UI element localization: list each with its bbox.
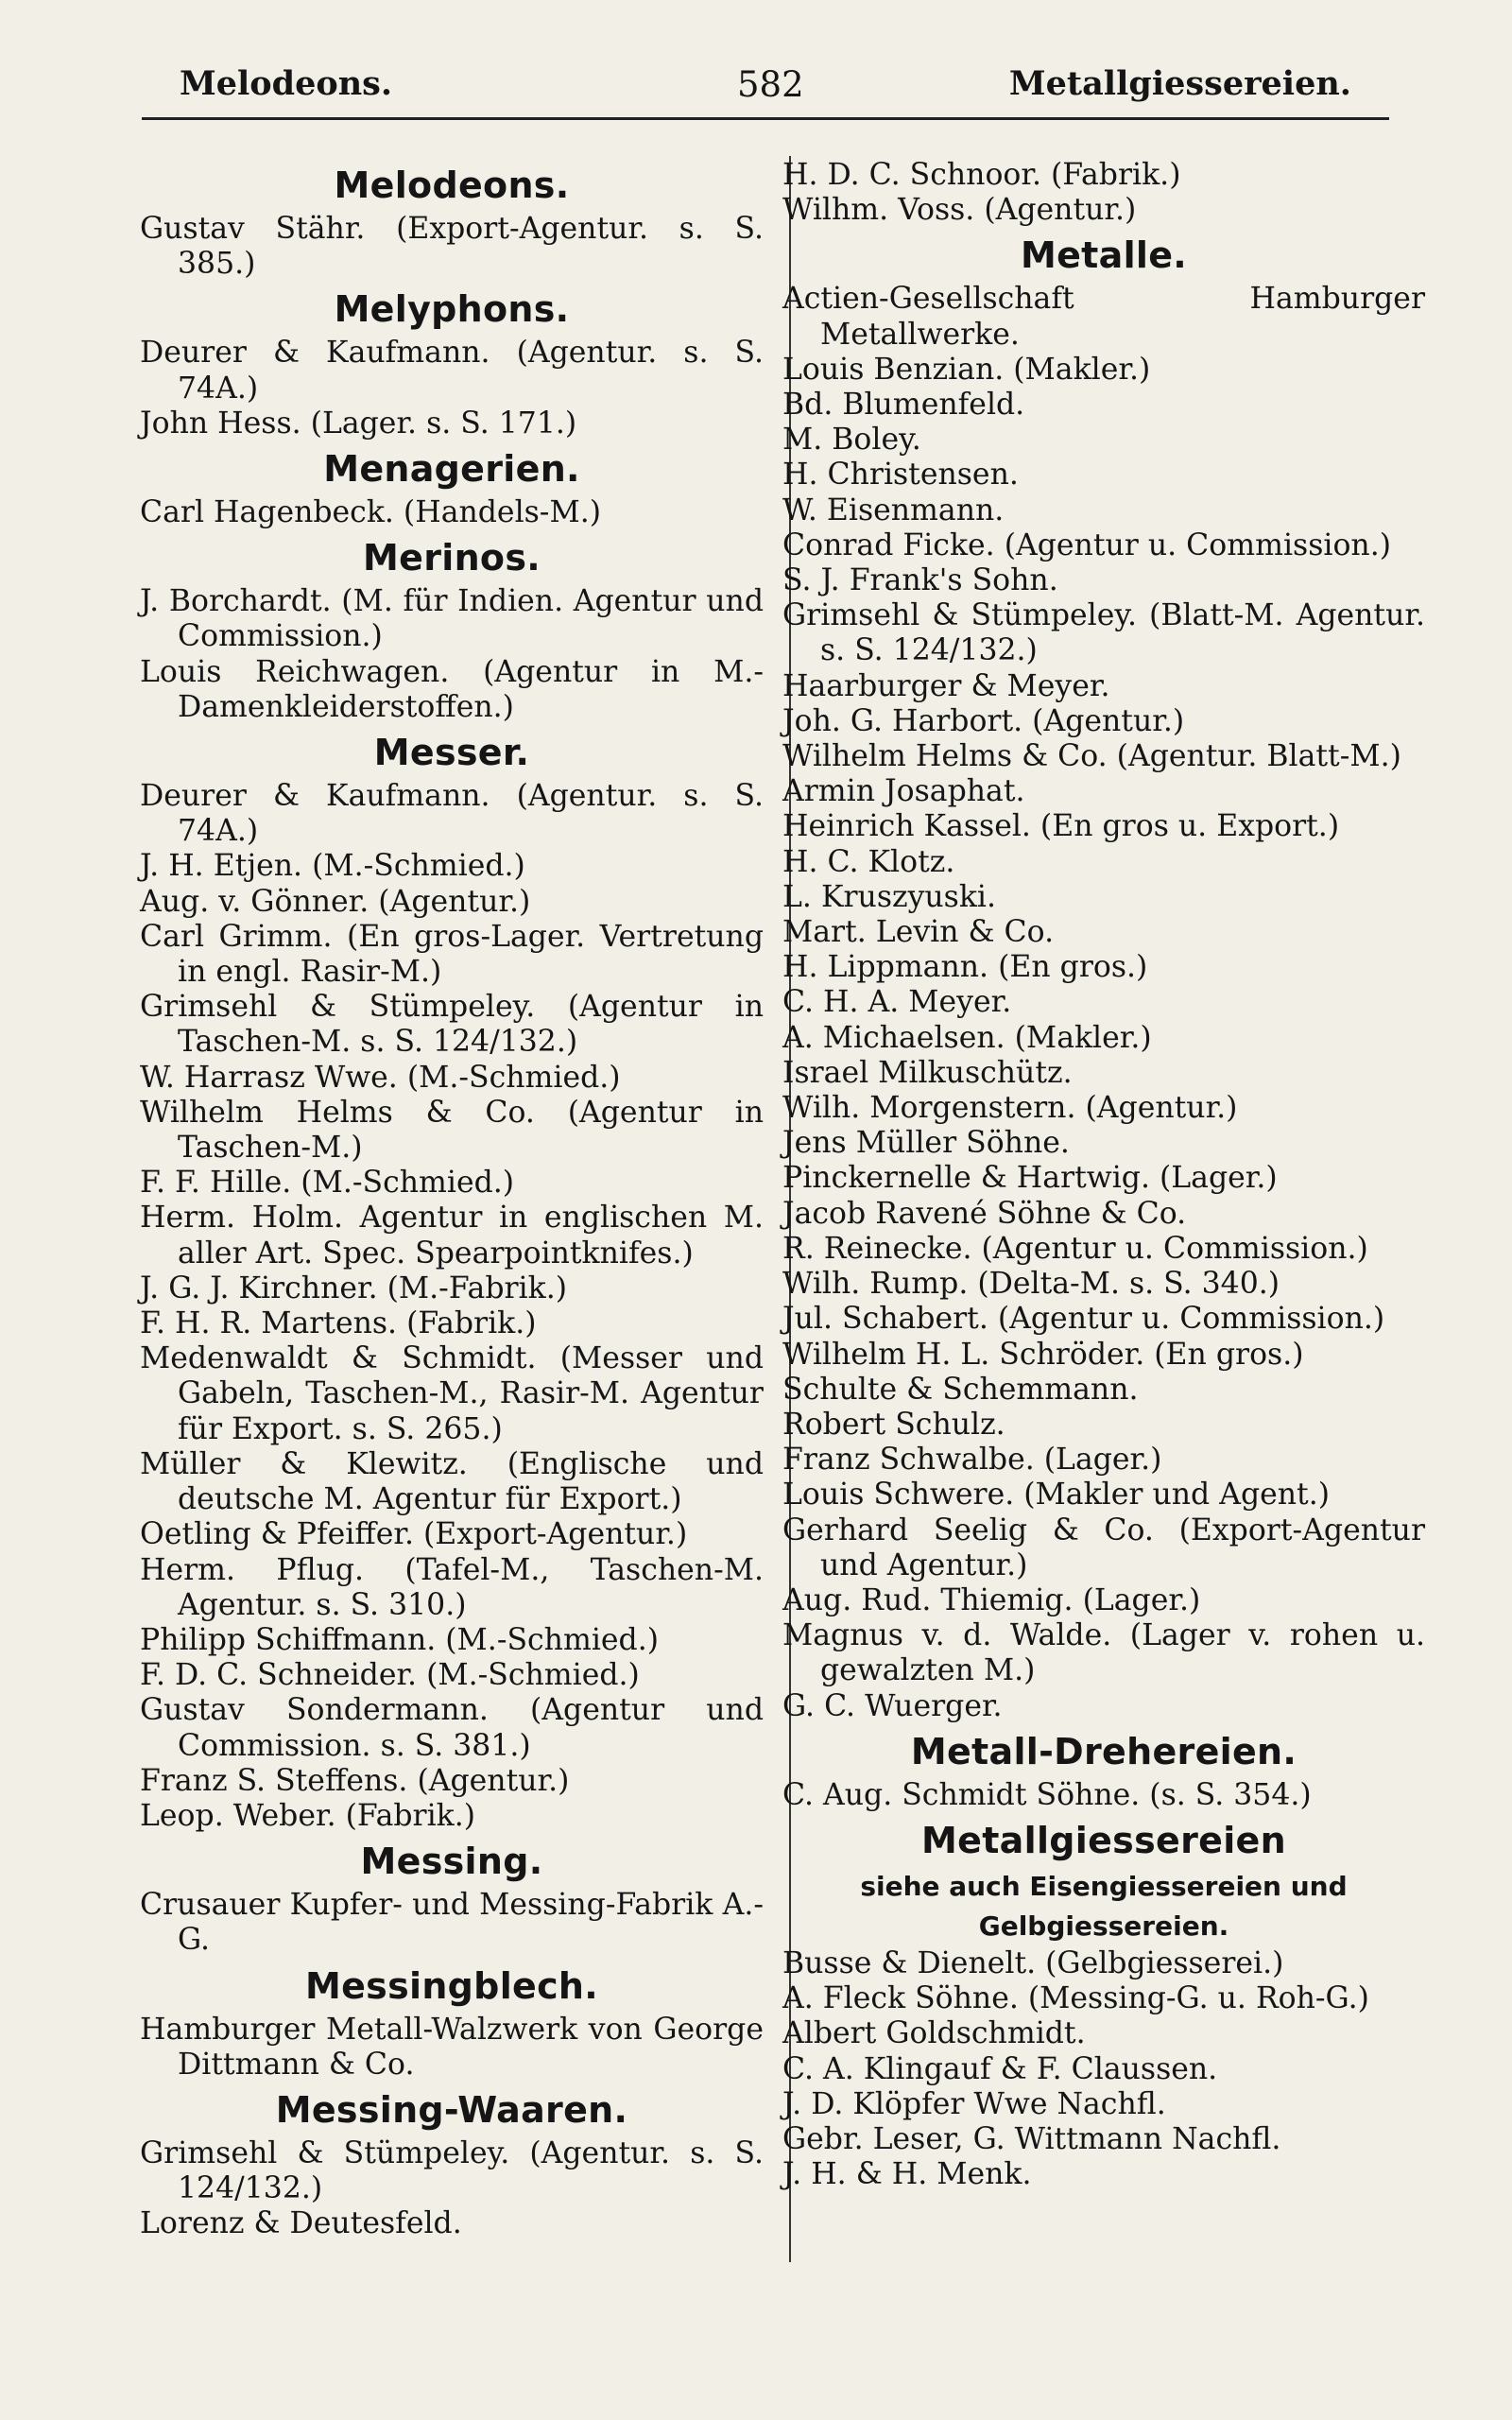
section-heading: Messing-Waaren. <box>275 2088 628 2131</box>
left-column <box>140 158 764 2242</box>
directory-entry: Louis Schwere. (Makler und Agent.) <box>782 1478 1331 1512</box>
directory-entry: L. Kruszyuski. <box>782 879 997 914</box>
directory-entry: M. Boley. <box>782 423 921 458</box>
directory-entry: Deurer & Kaufmann. (Agentur. s. S. 74A.) <box>140 779 764 849</box>
section-heading: Menagerien. <box>323 448 580 491</box>
directory-entry: C. H. A. Meyer. <box>782 985 1012 1020</box>
directory-entry: Albert Goldschmidt. <box>782 2016 1086 2051</box>
directory-entry: Wilhelm Helms & Co. (Agentur in Taschen-M.) <box>140 1095 764 1166</box>
directory-entry: Jul. Schabert. (Agentur u. Commission.) <box>782 1302 1385 1337</box>
running-head-right: Metallgiessereien. <box>1008 64 1351 103</box>
directory-entry: Oetling & Pfeiffer. (Export-Agentur.) <box>140 1517 688 1552</box>
directory-entry: H. Christensen. <box>782 458 1019 493</box>
directory-entry: Gustav Sondermann. (Agentur und Commission. s. S. 381.) <box>140 1693 764 1763</box>
section-heading: Messing. <box>360 1841 543 1883</box>
section-heading: Messer. <box>373 732 530 774</box>
directory-entry: Mart. Levin & Co. <box>782 915 1055 950</box>
directory-entry: Wilh. Rump. (Delta-M. s. S. 340.) <box>782 1267 1280 1302</box>
section-heading: Metallgiessereien <box>921 1819 1286 1861</box>
section-heading: Melodeons. <box>334 164 570 206</box>
directory-entry: Müller & Klewitz. (Englische und deutsche M. Agentur für Export.) <box>140 1446 764 1517</box>
directory-entry: J. G. J. Kirchner. (M.-Fabrik.) <box>140 1270 568 1305</box>
directory-entry: Gerhard Seelig & Co. (Export-Agentur und Agentur.) <box>782 1512 1425 1582</box>
directory-entry: Grimsehl & Stümpeley. (Agentur. s. S. 124/132.) <box>140 2135 764 2206</box>
directory-entry: Wilhm. Voss. (Agentur.) <box>782 193 1137 228</box>
directory-entry: J. H. & H. Menk. <box>782 2157 1032 2192</box>
directory-entry: Louis Benzian. (Makler.) <box>782 352 1151 387</box>
directory-entry: Gustav Stähr. (Export-Agentur. s. S. 385.) <box>140 212 764 282</box>
directory-entry: F. H. R. Martens. (Fabrik.) <box>140 1306 537 1341</box>
page-header <box>142 64 1389 121</box>
directory-entry: Jens Müller Söhne. <box>782 1126 1070 1161</box>
directory-entry: Gebr. Leser, G. Wittmann Nachfl. <box>782 2121 1281 2156</box>
running-head-left: Melodeons. <box>180 64 393 103</box>
directory-entry: Actien-Gesellschaft Hamburger Metallwerke. <box>782 282 1425 352</box>
directory-entry: Herm. Pflug. (Tafel-M., Taschen-M. Agentur. s. S. 310.) <box>140 1552 764 1622</box>
directory-entry: Armin Josaphat. <box>782 774 1025 809</box>
directory-entry: H. Lippmann. (En gros.) <box>782 950 1148 985</box>
directory-entry: W. Harrasz Wwe. (M.-Schmied.) <box>140 1060 621 1095</box>
directory-entry: Franz Schwalbe. (Lager.) <box>782 1443 1162 1478</box>
directory-entry: F. F. Hille. (M.-Schmied.) <box>140 1166 515 1201</box>
directory-entry: J. H. Etjen. (M.-Schmied.) <box>140 849 525 884</box>
header-rule <box>142 117 1389 120</box>
directory-entry: Medenwaldt & Schmidt. (Messer und Gabeln, Taschen-M., Rasir-M. Agentur für Export. s. S. 265.) <box>140 1341 764 1446</box>
directory-entry: Crusauer Kupfer- und Messing-Fabrik A.-G. <box>140 1888 764 1958</box>
directory-entry: Franz S. Steffens. (Agentur.) <box>140 1763 570 1798</box>
section-heading: Melyphons. <box>334 288 570 331</box>
directory-entry: Grimsehl & Stümpeley. (Agentur in Taschen-M. s. S. 124/132.) <box>140 990 764 1060</box>
directory-entry: Wilhelm H. L. Schröder. (En gros.) <box>782 1337 1304 1372</box>
directory-entry: Louis Reichwagen. (Agentur in M.-Damenkleiderstoffen.) <box>140 654 764 724</box>
directory-entry: G. C. Wuerger. <box>782 1688 1003 1723</box>
directory-entry: Conrad Ficke. (Agentur u. Commission.) <box>782 527 1391 562</box>
directory-entry: A. Michaelsen. (Makler.) <box>782 1020 1152 1055</box>
directory-entry: Joh. G. Harbort. (Agentur.) <box>782 703 1185 738</box>
directory-entry: Wilh. Morgenstern. (Agentur.) <box>782 1091 1238 1126</box>
section-heading: Metalle. <box>1020 234 1188 277</box>
directory-entry: Leop. Weber. (Fabrik.) <box>140 1798 476 1833</box>
directory-entry: Carl Hagenbeck. (Handels-M.) <box>140 495 602 530</box>
section-heading: Metall-Drehereien. <box>910 1730 1297 1772</box>
directory-entry: Wilhelm Helms & Co. (Agentur. Blatt-M.) <box>782 739 1401 774</box>
section-subheading: siehe auch Eisengiessereien und Gelbgiessereien. <box>860 1870 1348 1942</box>
page-number: 582 <box>737 64 804 105</box>
directory-entry: Pinckernelle & Hartwig. (Lager.) <box>782 1161 1278 1196</box>
directory-entry: Haarburger & Meyer. <box>782 668 1110 703</box>
directory-entry: R. Reinecke. (Agentur u. Commission.) <box>782 1231 1368 1266</box>
section-heading: Messingblech. <box>304 1964 598 2007</box>
directory-entry: W. Eisenmann. <box>782 493 1005 527</box>
directory-entry: H. C. Klotz. <box>782 844 955 879</box>
directory-entry: J. Borchardt. (M. für Indien. Agentur und Commission.) <box>140 584 764 654</box>
directory-entry: Bd. Blumenfeld. <box>782 388 1025 423</box>
directory-entry: C. A. Klingauf & F. Claussen. <box>782 2051 1218 2086</box>
directory-entry: Robert Schulz. <box>782 1407 1005 1442</box>
directory-entry: Aug. Rud. Thiemig. (Lager.) <box>782 1582 1201 1617</box>
directory-entry: J. D. Klöpfer Wwe Nachfl. <box>782 2086 1166 2121</box>
directory-entry: Lorenz & Deutesfeld. <box>140 2206 462 2241</box>
directory-entry: John Hess. (Lager. s. S. 171.) <box>140 406 577 441</box>
directory-entry: Carl Grimm. (En gros-Lager. Vertretung in engl. Rasir-M.) <box>140 919 764 990</box>
directory-entry: F. D. C. Schneider. (M.-Schmied.) <box>140 1658 640 1693</box>
directory-entry: Aug. v. Gönner. (Agentur.) <box>140 884 531 919</box>
directory-entry: Herm. Holm. Agentur in englischen M. aller Art. Spec. Spearpointknifes.) <box>140 1201 764 1270</box>
directory-entry: A. Fleck Söhne. (Messing-G. u. Roh-G.) <box>782 1981 1369 2016</box>
directory-entry: Israel Milkuschütz. <box>782 1055 1073 1090</box>
directory-entry: Magnus v. d. Walde. (Lager v. rohen u. gewalzten M.) <box>782 1618 1425 1688</box>
directory-entry: Deurer & Kaufmann. (Agentur. s. S. 74A.) <box>140 336 764 406</box>
directory-entry: Schulte & Schemmann. <box>782 1372 1139 1407</box>
directory-entry: Busse & Dienelt. (Gelbgiesserei.) <box>782 1945 1284 1980</box>
directory-entry: C. Aug. Schmidt Söhne. (s. S. 354.) <box>782 1777 1312 1812</box>
right-column <box>782 158 1425 2192</box>
directory-entry: Jacob Ravené Söhne & Co. <box>782 1196 1187 1231</box>
directory-entry: S. J. Frank's Sohn. <box>782 563 1058 598</box>
directory-entry: Heinrich Kassel. (En gros u. Export.) <box>782 809 1340 844</box>
directory-entry: H. D. C. Schnoor. (Fabrik.) <box>782 158 1181 192</box>
directory-entry: Hamburger Metall-Walzwerk von George Dittmann & Co. <box>140 2012 764 2082</box>
directory-entry: Grimsehl & Stümpeley. (Blatt-M. Agentur. s. S. 124/132.) <box>782 598 1425 668</box>
section-heading: Merinos. <box>363 537 541 579</box>
directory-entry: Philipp Schiffmann. (M.-Schmied.) <box>140 1622 660 1657</box>
